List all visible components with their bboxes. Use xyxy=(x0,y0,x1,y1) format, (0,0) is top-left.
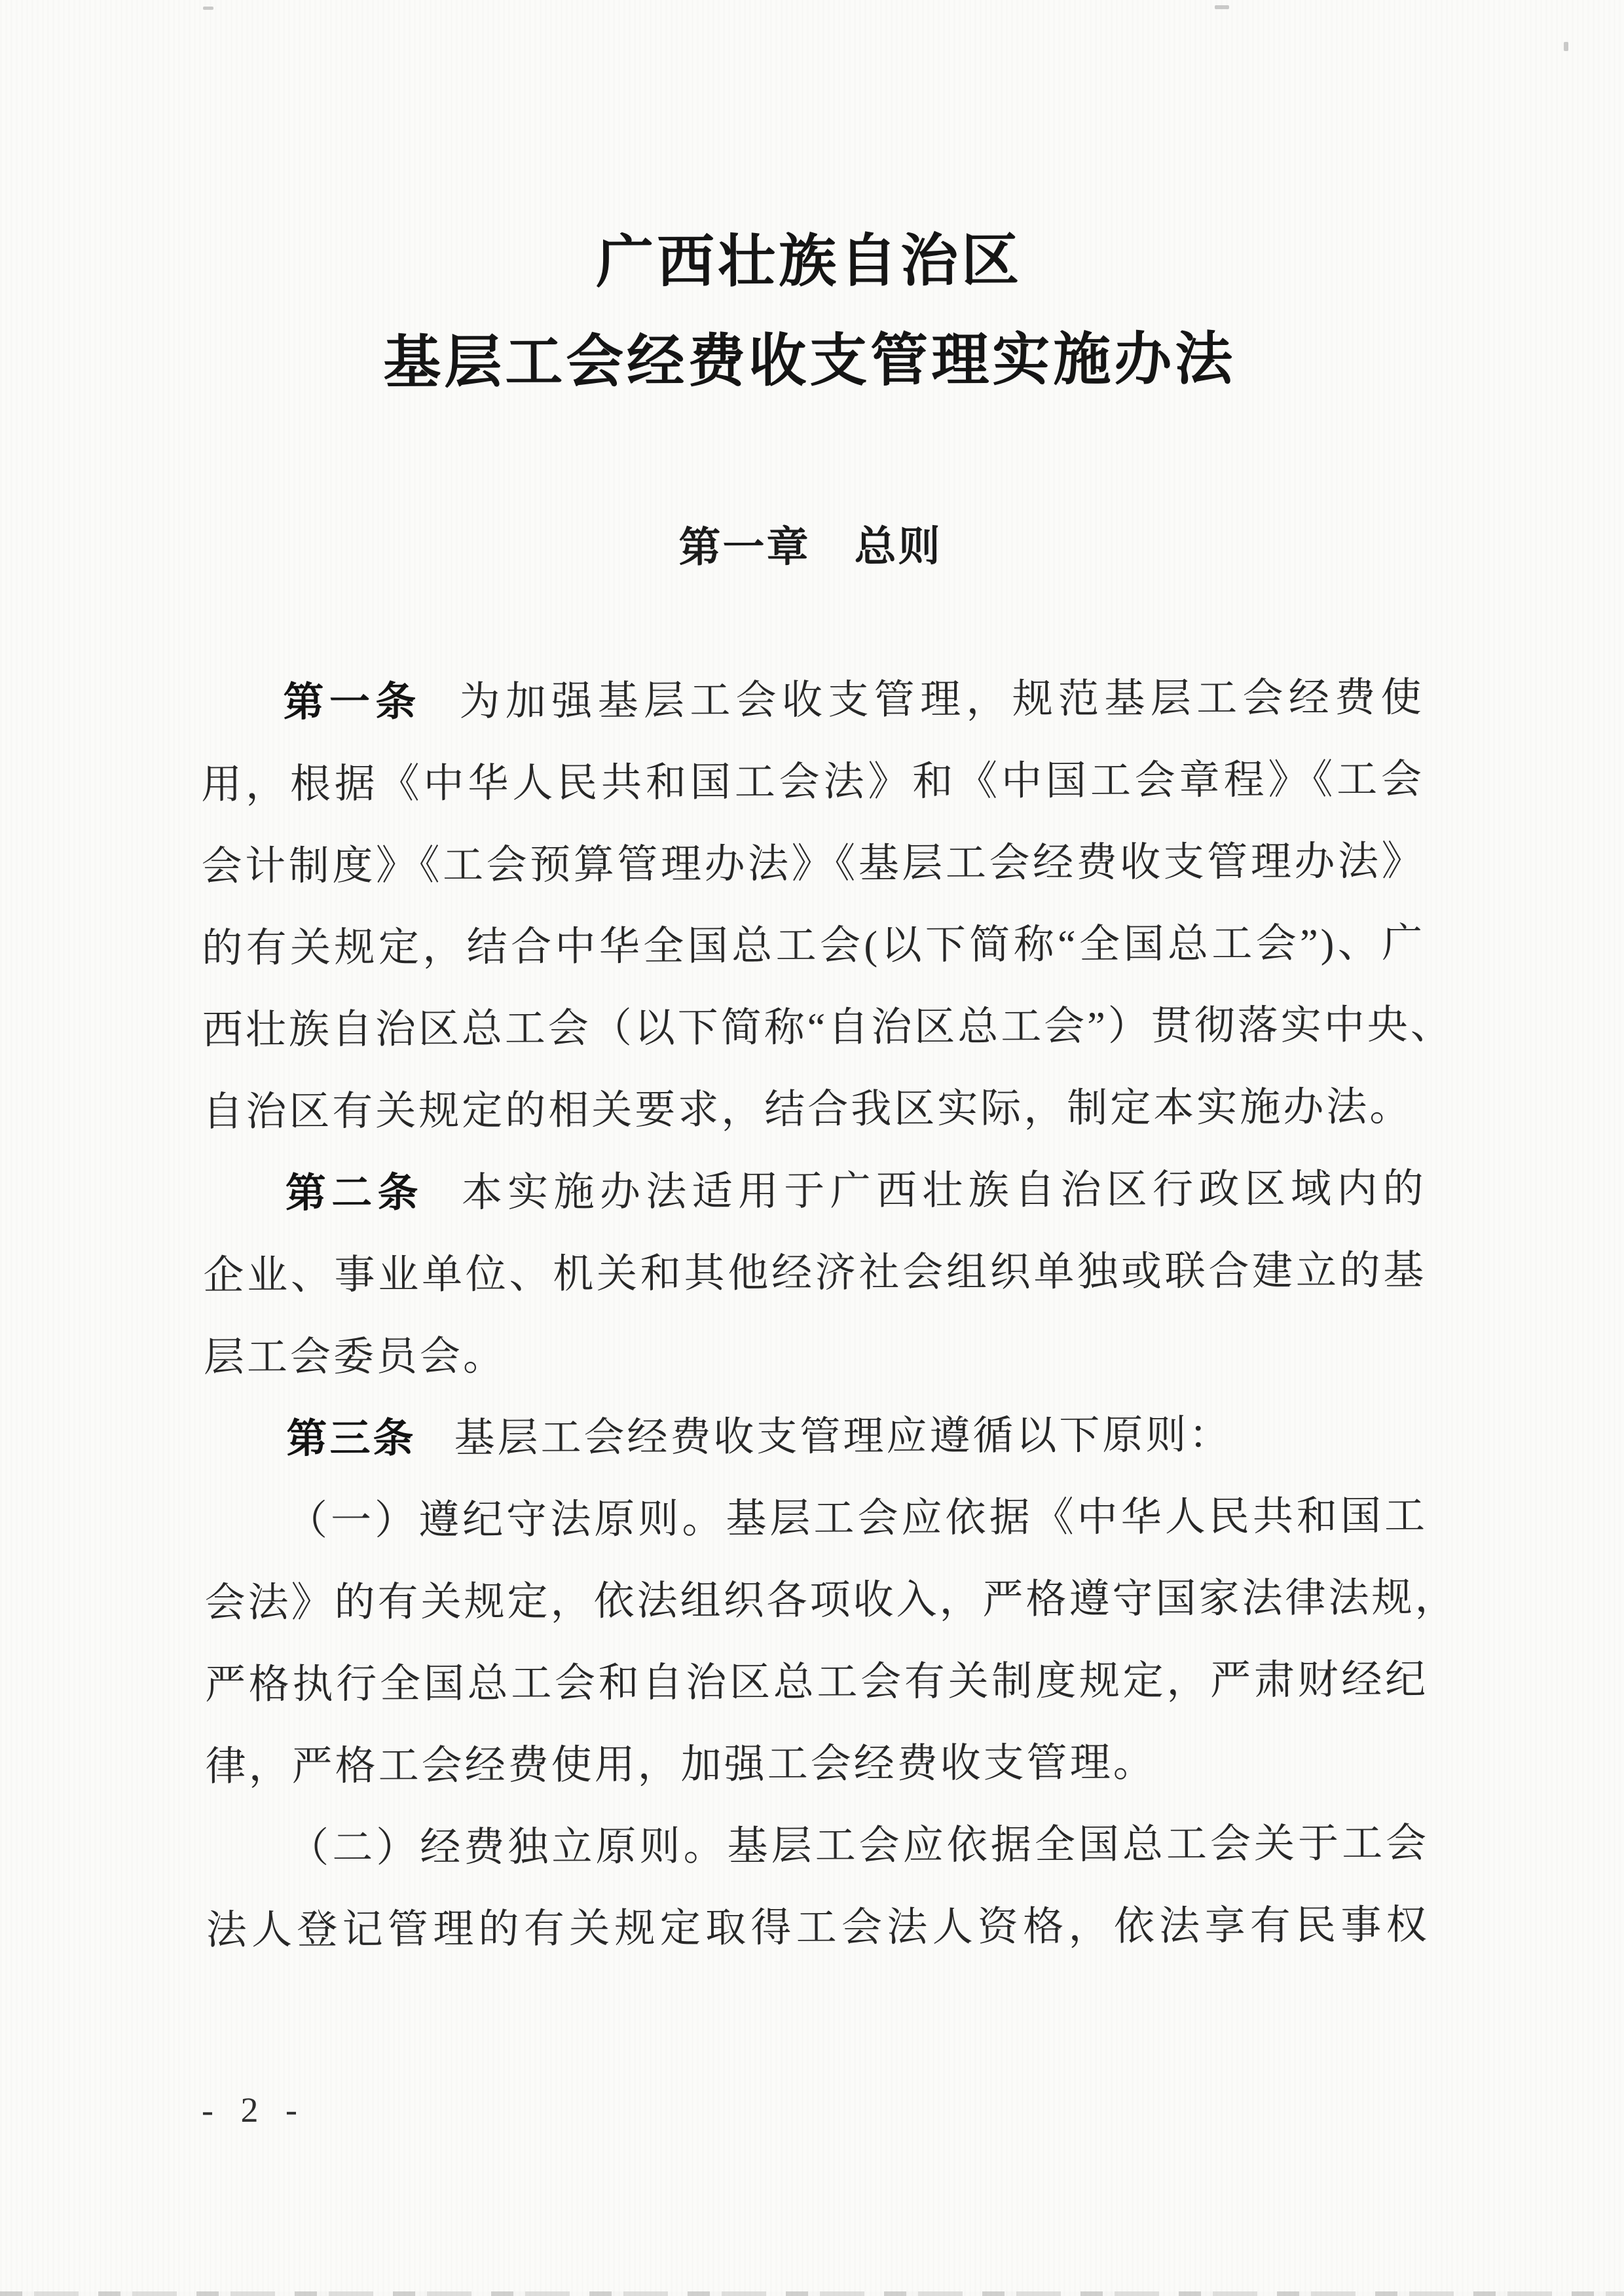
page-number: - 2 - xyxy=(201,2090,307,2130)
body-line xyxy=(200,657,1424,744)
body-line-text: （一）遵纪守法原则。基层工会应依据《中华人民共和国工 xyxy=(286,1493,1428,1544)
scan-speck xyxy=(203,7,213,10)
body-line xyxy=(202,1066,1426,1154)
body-line-text: 西壮族自治区总工会（以下简称“自治区总工会”）贯彻落实中央、 xyxy=(202,1002,1454,1053)
document-title-line-1: 广西壮族自治区 xyxy=(595,229,1023,295)
body-line xyxy=(206,1885,1430,1972)
body-line xyxy=(204,1476,1428,1563)
scan-edge-artifact xyxy=(0,2291,1624,2296)
document-body xyxy=(200,657,1458,1972)
body-line-text: 律，严格工会经费使用，加强工会经费收支管理。 xyxy=(205,1740,1156,1790)
body-line-text: 严格执行全国总工会和自治区总工会有关制度规定，严肃财经纪 xyxy=(204,1657,1429,1708)
body-line xyxy=(203,1148,1427,1235)
body-line-text: 自治区有关规定的相关要求，结合我区实际，制定本实施办法。 xyxy=(202,1085,1413,1135)
body-line xyxy=(206,1803,1430,1890)
article-number-label: 第二条 xyxy=(285,1171,424,1216)
body-line-text: 法人登记管理的有关规定取得工会法人资格，依法享有民事权 xyxy=(206,1903,1430,1954)
scan-speck xyxy=(1215,5,1229,9)
body-line-text: （二）经费独立原则。基层工会应依据全国总工会关于工会 xyxy=(288,1821,1430,1871)
document-title-line-2: 基层工会经费收支管理实施办法 xyxy=(383,328,1236,395)
article-number-label: 第三条 xyxy=(286,1416,416,1462)
body-line-text: 为加强基层工会收支管理，规范基层工会经费使 xyxy=(459,675,1424,725)
body-line-text: 层工会委员会。 xyxy=(203,1334,507,1381)
article-number-label: 第一条 xyxy=(283,680,422,725)
chapter-heading: 第一章 总则 xyxy=(678,523,942,571)
scan-speck xyxy=(1564,42,1568,51)
body-line xyxy=(204,1312,1428,1399)
body-line xyxy=(203,1230,1427,1317)
body-line xyxy=(205,1721,1429,1808)
body-line-text: 会计制度》《工会预算管理办法》《基层工会经费收支管理办法》 xyxy=(201,839,1425,890)
body-line xyxy=(201,739,1425,826)
body-line-text: 企业、事业单位、机关和其他经济社会组织单独或联合建立的基 xyxy=(203,1248,1427,1299)
body-line xyxy=(205,1639,1429,1726)
body-line xyxy=(202,985,1454,1072)
body-line xyxy=(204,1394,1428,1481)
body-line-text: 会法》的有关规定，依法组织各项收入，严格遵守国家法律法规， xyxy=(204,1575,1458,1626)
body-line xyxy=(204,1558,1458,1645)
body-line-text: 用，根据《中华人民共和国工会法》和《中国工会章程》《工会 xyxy=(200,757,1425,808)
body-line-text: 的有关规定，结合中华全国总工会(以下简称“全国总工会”)、广 xyxy=(202,920,1426,972)
body-line xyxy=(202,903,1426,990)
body-line xyxy=(201,821,1425,908)
body-line-text: 基层工会经费收支管理应遵循以下原则： xyxy=(454,1413,1232,1461)
body-line-text: 本实施办法适用于广西壮族自治区行政区域内的 xyxy=(461,1166,1426,1216)
